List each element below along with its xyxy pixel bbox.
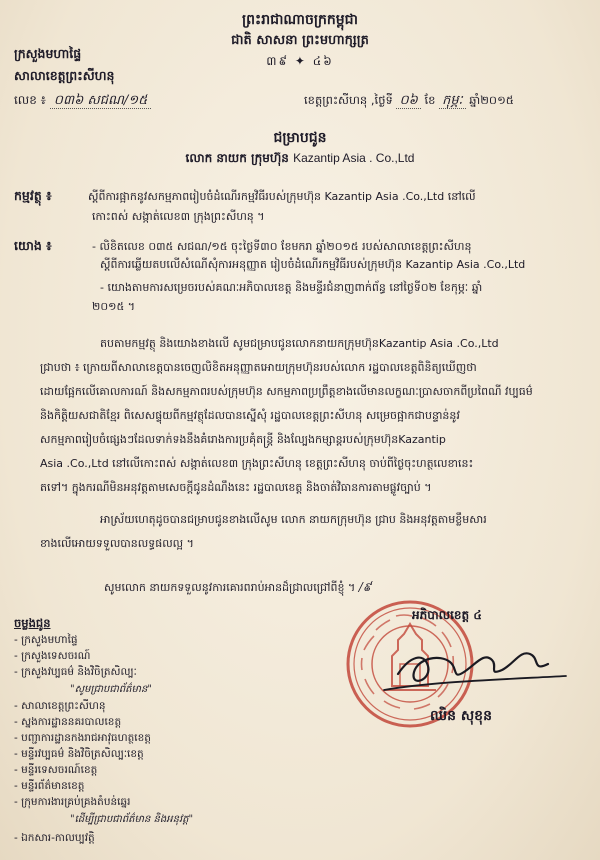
cc-item: - ក្រសួងទេសចរណ៍ [14, 650, 90, 665]
closing-respect [104, 579, 371, 597]
body-line: តបតាមកម្មវត្ថុ និងយោងខាងលើ សូមជម្រាបជូនលោកនាយកក្រុមហ៊ុនKazantip Asia .Co.,Ltd [100, 337, 499, 350]
number-label: លេខ ៖ [14, 93, 46, 107]
body-line: ខាងលើអោយទទួលបានលទ្ធផលល្អ ។ [40, 537, 194, 550]
office-name: សាលាខេត្តព្រះសីហនុ [14, 68, 115, 83]
cc-item: - ក្រសួងវប្បធម៌ និងវិចិត្រសិល្បៈ [14, 666, 137, 681]
reference-line: ២០១៥ ។ [92, 300, 135, 313]
ornament-divider: ៣៩ ✦ ៤៦ [266, 54, 334, 68]
cc-item: - មន្ទីរទេសចរណ៍ខេត្ត [14, 764, 97, 779]
reference-line: ស្តីពីការឆ្លើយតបលើសំណើសុំការអនុញ្ញាត រៀបចំដំណើរកម្មវិធីរបស់ក្រុមហ៊ុន Kazantip Asia .Co.,Ltd [100, 258, 526, 271]
date-year: ឆ្នាំ២០១៥ [469, 93, 514, 107]
body-line: សកម្មភាពរៀបចំផ្សេងៗដែលទាក់ទងនឹងគំរោងការប្រគុំតន្ត្រី និងល្បែងកម្សាន្តរបស់ក្រុមហ៊ុនKazantip [40, 433, 446, 446]
body-line: តទៅ។ ក្នុងករណីមិនអនុវត្តតាមសេចក្តីជូនដំណឹងនេះ រដ្ឋបាលខេត្ត និងចាត់វិធានការតាមផ្លូវច្បាប់ ។ [40, 481, 432, 494]
reference-line: - លិខិតលេខ ០៣៥ សជណ/១៥ ចុះថ្ងៃទី៣០ ខែមករា ឆ្នាំ២០១៥ របស់សាលាខេត្តព្រះសីហនុ [92, 240, 472, 253]
recipient-khmer: លោក នាយក ក្រុមហ៊ុន [185, 151, 289, 165]
date-month: កុម្ភៈ [439, 93, 465, 109]
recipient-company: Kazantip Asia . Co.,Ltd [293, 151, 415, 165]
cc-item: - ឯកសារ-កាលប្បវត្តិ [14, 832, 95, 847]
date-month-label: ខែ [424, 93, 436, 107]
cc-item: - សាលាខេត្តព្រះសីហនុ [14, 700, 106, 715]
body-line: អាស្រ័យហេតុដូចបានជម្រាបជូនខាងលើសូម លោក នាយកក្រុមហ៊ុន ជ្រាប និងអនុវត្តតាមខ្លឹមសារ [100, 513, 487, 526]
signatory-name: ឈិន សុខុន [430, 708, 492, 724]
subject-label: កម្មវត្ថុ ៖ [14, 188, 52, 203]
body-line: Asia .Co.,Ltd នៅលើកោះពស់ សង្កាត់លេខ៣ ក្រុងព្រះសីហនុ ខេត្តព្រះសីហនុ ចាប់ពីថ្ងៃចុះហត្ថលេខានេះ [40, 457, 474, 470]
national-motto: ជាតិ សាសនា ព្រះមហាក្សត្រ [231, 33, 369, 48]
document-number [14, 92, 151, 111]
date-prefix: ខេត្តព្រះសីហនុ ,ថ្ងៃទី [304, 93, 393, 107]
body-line: និងកិត្តិយសជាតិខ្មែរ ពិសេសផ្ទុយពីកម្មវត្ថុដែលបានស្នើសុំ រដ្ឋបាលខេត្តព្រះសីហនុ សម្រេចផ្អាកជាបន្ទាន់នូវ [40, 409, 460, 422]
closing-mark: /៩ [358, 580, 372, 594]
signatory-title [412, 607, 482, 625]
signatory-title-mark: ៤ [473, 608, 482, 622]
ministry-name: ក្រសួងមហាផ្ទៃ [14, 46, 82, 61]
cc-item: - មន្ទីរព័ត៌មានខេត្ត [14, 780, 84, 795]
body-line: ជ្រាបថា ៖ ក្រោយពីសាលាខេត្តបានចេញលិខិតអនុញ្ញាតអោយក្រុមហ៊ុនរបស់លោក រដ្ឋបាលខេត្តពិនិត្យឃើញថា [40, 361, 477, 374]
reference-label: យោង ៖ [14, 238, 52, 253]
reference-line: - យោងតាមការសម្រេចរបស់គណៈអភិបាលខេត្ត និងមន្ទីរជំនាញពាក់ព័ន្ធ នៅថ្ងៃទី០២ ខែកុម្ភៈ ឆ្នាំ [100, 281, 483, 294]
cc-item: - ក្រសួងមហាផ្ទៃ [14, 634, 78, 649]
signatory-title-text: អភិបាលខេត្ត [412, 608, 470, 622]
number-value: ០៣៦ សជណ/១៥ [50, 93, 152, 109]
subject-line: ស្តីពីការផ្អាកនូវសកម្មភាពរៀបចំដំណើរកម្មវិធីរបស់ក្រុមហ៊ុន Kazantip Asia .Co.,Ltd នៅលើ [88, 190, 476, 203]
kingdom-heading: ព្រះរាជាណាចក្រកម្ពុជា [241, 12, 358, 28]
cc-item: - បញ្ជាការដ្ឋានកងរាជអាវុធហត្ថខេត្ត [14, 732, 151, 747]
subject-line: កោះពស់ សង្កាត់លេខ៣ ក្រុងព្រះសីហនុ ។ [92, 210, 265, 223]
date-day: ០៦ [396, 93, 420, 109]
cc-item: - មន្ទីរវប្បធម៌ និងវិចិត្រសិល្បៈខេត្ត [14, 748, 144, 763]
handwritten-signature-icon [380, 632, 570, 702]
document-date [304, 92, 514, 111]
cc-item: - ស្នងការដ្ឋាននគរបាលខេត្ត [14, 716, 121, 731]
recipient-line [0, 150, 600, 168]
document-type: ជម្រាបជូន [273, 130, 327, 146]
cc-item: - ក្រុមការងារគ្រប់គ្រងតំបន់ឆ្នេរ [14, 796, 131, 811]
cc-note: "សូមជ្រាបជាព័ត៌មាន" [70, 684, 153, 695]
cc-title: ចម្លងជូន [14, 616, 51, 630]
closing-text: សូមលោក នាយកទទួលនូវការគោរពរាប់អានដ៏ជ្រាលជ្រៅពីខ្ញុំ ។ [104, 581, 356, 594]
body-line: ដោយផ្អែកលើគោលការណ៍ និងសកម្មភាពរបស់ក្រុមហ៊ុន សកម្មភាពប្រព្រឹត្តខាងលើមានលក្ខណៈប្រាសចាកពីប្រពៃណី វប្បធម៌ [40, 385, 533, 398]
cc-note: "ដើម្បីជ្រាបជាព័ត៌មាន និងអនុវត្ត" [70, 814, 194, 825]
